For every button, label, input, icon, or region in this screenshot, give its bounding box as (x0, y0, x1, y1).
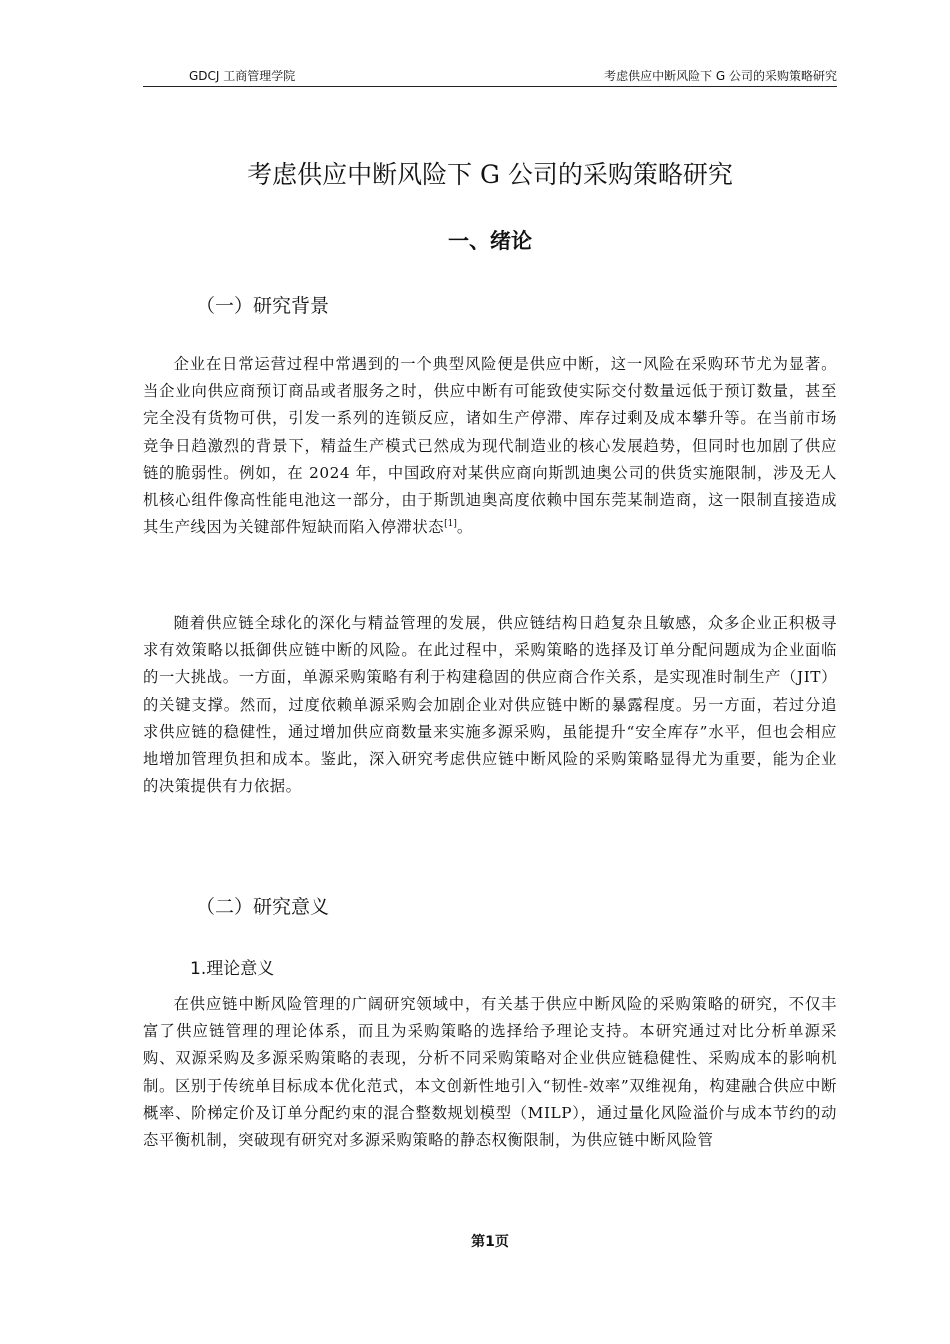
section-heading-significance: （二）研究意义 (196, 896, 330, 918)
body-paragraph-2: 随着供应链全球化的深化与精益管理的发展，供应链结构日趋复杂且敏感，众多企业正积极寻求有效策略以抵御供应链中断的风险。在此过程中，采购策略的选择及订单分配问题成为企业面临的一大挑战。一方面，单源采购策略有利于构建稳固的供应商合作关系，是实现准时制生产（JIT）的关键支撑。然而，过度依赖单源采购会加剧企业对供应链中断的暴露程度。另一方面，若过分追求供应链的稳健性，通过增加供应商数量来实施多源采购，虽能提升“安全库存”水平，但也会相应地增加管理负担和成本。鉴此，深入研究考虑供应链中断风险的采购策略显得尤为重要，能为企业的决策提供有力依据。 (143, 614, 837, 796)
body-paragraph-3: 在供应链中断风险管理的广阔研究领域中，有关基于供应中断风险的采购策略的研究，不仅丰富了供应链管理的理论体系，而且为采购策略的选择给予理论支持。本研究通过对比分析单源采购、双源采购及多源采购策略的表现，分析不同采购策略对企业供应链稳健性、采购成本的影响机制。区别于传统单目标成本优化范式，本文创新性地引入“韧性-效率”双维视角，构建融合供应中断概率、阶梯定价及订单分配约束的混合整数规划模型（MILP），通过量化风险溢价与成本节约的动态平衡机制，突破现有研究对多源采购策略的静态权衡限制，为供应链中断风险管 (143, 995, 837, 1150)
citation-marker[interactable]: [1] (444, 519, 457, 530)
chapter-heading: 一、绪论 (448, 229, 532, 253)
page-number: 第1页 (471, 1234, 509, 1250)
header-running-title: 考虑供应中断风险下 G 公司的采购策略研究 (604, 69, 837, 83)
section-heading-background: （一）研究背景 (196, 295, 330, 317)
header-institution: GDCJ 工商管理学院 (189, 69, 296, 83)
page-header (143, 64, 837, 87)
body-paragraph-1 (143, 351, 837, 541)
document-title: 考虑供应中断风险下 G 公司的采购策略研究 (247, 160, 733, 189)
paragraph-text: 企业在日常运营过程中常遇到的一个典型风险便是供应中断，这一风险在采购环节尤为显著。当企业向供应商预订商品或者服务之时，供应中断有可能致使实际交付数量远低于预订数量，甚至完全没有货物可供，引发一系列的连锁反应，诸如生产停滞、库存过剩及成本攀升等。在当前市场竞争日趋激烈的背景下，精益生产模式已然成为现代制造业的核心发展趋势，但同时也加剧了供应链的脆弱性。例如，在 2024 年，中国政府对某供应商向斯凯迪奥公司的供货实施限制，涉及无人机核心组件像高性能电池这一部分，由于斯凯迪奥高度依赖中国东莞某制造商，这一限制直接造成其生产线因为关键部件短缺而陷入停滞状态 (143, 355, 837, 537)
subsection-heading-theory: 1.理论意义 (190, 959, 275, 979)
paragraph-tail: 。 (456, 518, 473, 537)
